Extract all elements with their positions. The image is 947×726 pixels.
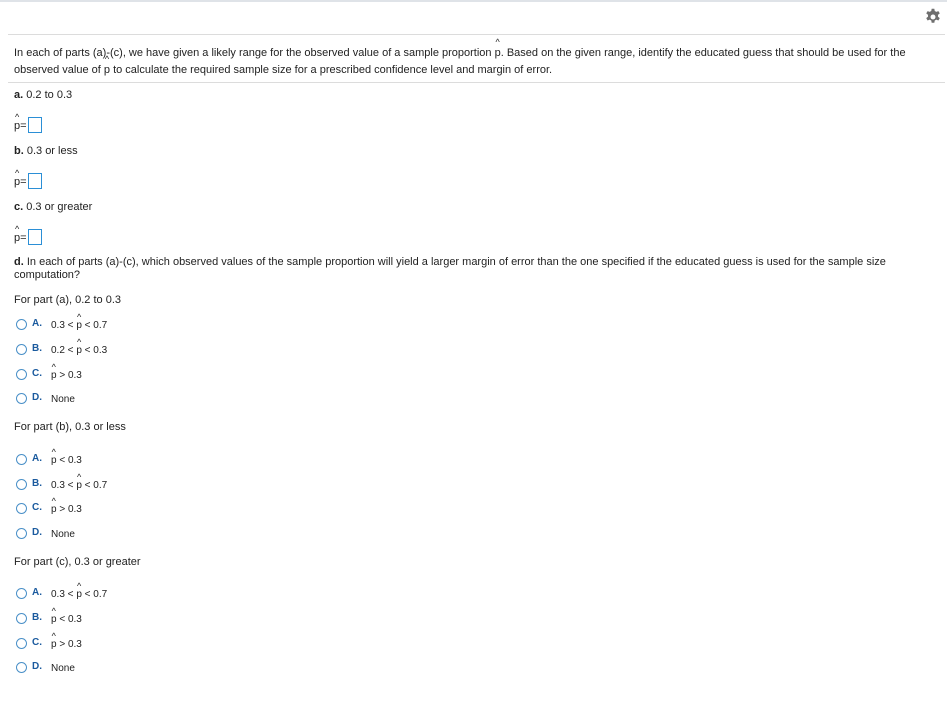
option-letter: D.: [32, 392, 42, 403]
radio-button[interactable]: [16, 638, 27, 649]
option-text: None: [51, 529, 75, 540]
p-hat-symbol: ^ p: [76, 345, 82, 356]
part-range: 0.3 or less: [26, 145, 78, 157]
part-b-prompt: [14, 145, 78, 157]
option-text: [51, 639, 82, 650]
group-a-heading: For part (a), 0.2 to 0.3: [14, 294, 121, 306]
p-hat-symbol: ^ p: [51, 639, 57, 650]
option-letter: D.: [32, 527, 42, 538]
group-b-heading: For part (b), 0.3 or less: [14, 421, 126, 433]
option-text: [51, 455, 82, 466]
equals-sign: =: [20, 120, 27, 132]
equals-sign: =: [20, 176, 27, 188]
equals-sign: =: [20, 232, 27, 244]
option-letter: B.: [32, 612, 42, 623]
option-letter: C.: [32, 637, 42, 648]
option-post: < 0.3: [59, 455, 82, 466]
question-intro: [14, 45, 939, 79]
radio-button[interactable]: [16, 588, 27, 599]
option-letter: C.: [32, 368, 42, 379]
option-post: < 0.7: [84, 589, 108, 600]
part-a-answer: [14, 117, 42, 133]
p-hat-symbol: ^ p: [14, 176, 20, 188]
p-hat-symbol: ^ p: [104, 62, 110, 79]
p-hat-symbol: ^ p: [51, 455, 57, 466]
option-post: < 0.3: [84, 345, 108, 356]
option-post: < 0.7: [84, 320, 108, 331]
part-a-prompt: [14, 89, 72, 101]
part-label: a.: [14, 89, 24, 101]
option-text: None: [51, 663, 75, 674]
intro-text-1: In each of parts (a)-(c), we have given a likely range for the observed value of a sample proportion: [14, 47, 495, 59]
radio-button[interactable]: [16, 393, 27, 404]
intro-text-2: . Based on the given range, identify the educated guess that should be used for the observed value of: [14, 47, 906, 76]
p-hat-symbol: ^ p: [76, 480, 82, 491]
p-hat-symbol: ^ p: [14, 232, 20, 244]
radio-button[interactable]: [16, 662, 27, 673]
answer-input-b[interactable]: [28, 173, 42, 189]
part-c-prompt: [14, 201, 92, 213]
header-divider: [8, 34, 945, 35]
part-b-answer: [14, 173, 42, 189]
part-label: c.: [14, 201, 24, 213]
option-text: [51, 614, 82, 625]
answer-input-a[interactable]: [28, 117, 42, 133]
radio-button[interactable]: [16, 479, 27, 490]
option-post: < 0.7: [84, 480, 108, 491]
option-pre: 0.3 <: [51, 589, 74, 600]
option-post: > 0.3: [59, 639, 82, 650]
part-d-question: [14, 256, 939, 282]
option-text: [51, 504, 82, 515]
option-text: [51, 320, 107, 331]
part-d-text: In each of parts (a)-(c), which observed values of the sample proportion will yield a larger margin of error than the one specified if the educated guess is used for the sample size computation?: [14, 256, 886, 281]
option-letter: D.: [32, 661, 42, 672]
radio-button[interactable]: [16, 369, 27, 380]
part-range: 0.2 to 0.3: [26, 89, 73, 101]
option-text: [51, 480, 107, 491]
gear-icon[interactable]: [924, 8, 942, 26]
part-range: 0.3 or greater: [26, 201, 93, 213]
part-c-answer: [14, 229, 42, 245]
radio-button[interactable]: [16, 319, 27, 330]
p-hat-symbol: ^ p: [14, 120, 20, 132]
part-label: d.: [14, 256, 24, 268]
option-letter: A.: [32, 587, 42, 598]
option-letter: B.: [32, 343, 42, 354]
option-pre: 0.3 <: [51, 320, 74, 331]
radio-button[interactable]: [16, 503, 27, 514]
radio-button[interactable]: [16, 344, 27, 355]
option-text: [51, 589, 107, 600]
option-letter: C.: [32, 502, 42, 513]
radio-button[interactable]: [16, 454, 27, 465]
option-letter: B.: [32, 478, 42, 489]
p-hat-symbol: ^ p: [76, 589, 82, 600]
p-hat-symbol: ^ p: [76, 320, 82, 331]
p-hat-symbol: ^ p: [51, 370, 57, 381]
option-text: [51, 345, 107, 356]
option-post: < 0.3: [59, 614, 82, 625]
option-letter: A.: [32, 453, 42, 464]
intro-divider: [8, 82, 945, 83]
p-hat-symbol: ^ p: [51, 504, 57, 515]
option-pre: 0.3 <: [51, 480, 74, 491]
part-label: b.: [14, 145, 24, 157]
option-pre: 0.2 <: [51, 345, 74, 356]
p-hat-symbol: ^ p: [495, 45, 501, 62]
intro-text-3: to calculate the required sample size for a prescribed confidence level and margin of error.: [110, 64, 553, 76]
option-text: [51, 370, 82, 381]
group-c-heading: For part (c), 0.3 or greater: [14, 556, 141, 568]
option-text: None: [51, 394, 75, 405]
top-border: [0, 0, 947, 2]
option-post: > 0.3: [59, 370, 82, 381]
answer-input-c[interactable]: [28, 229, 42, 245]
option-post: > 0.3: [59, 504, 82, 515]
p-hat-symbol: ^ p: [51, 614, 57, 625]
radio-button[interactable]: [16, 613, 27, 624]
option-letter: A.: [32, 318, 42, 329]
radio-button[interactable]: [16, 528, 27, 539]
